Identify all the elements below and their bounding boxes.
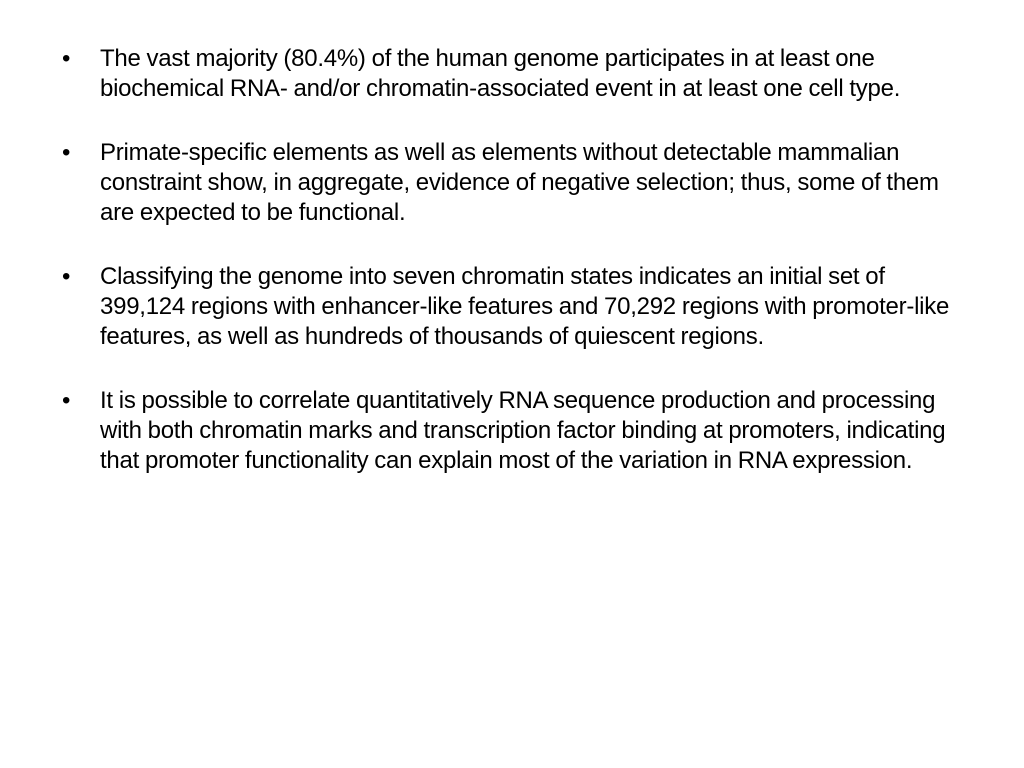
bullet-text: Classifying the genome into seven chromatin states indicates an initial set of 399,124 regions with enhancer-like features and 70,292 regions with promoter-like features, as well as hundreds of thousands of quiescent regions. <box>100 263 950 350</box>
bullet-item <box>62 138 974 228</box>
bullet-item <box>62 386 974 476</box>
bullet-dot-icon: • <box>62 387 71 414</box>
bullet-item <box>62 262 974 352</box>
bullet-text: It is possible to correlate quantitatively RNA sequence production and processing with both chromatin marks and transcription factor binding at promoters, indicating that promoter functionality can explain most of the variation in RNA expression. <box>100 387 946 474</box>
bullet-dot-icon: • <box>62 139 71 166</box>
bullet-dot-icon: • <box>62 263 71 290</box>
bullet-item <box>62 44 974 104</box>
bullet-list <box>62 44 974 476</box>
bullet-text: Primate-specific elements as well as elements without detectable mammalian constraint show, in aggregate, evidence of negative selection; thus, some of them are expected to be functional. <box>100 139 939 226</box>
bullet-dot-icon: • <box>62 45 71 72</box>
bullet-text: The vast majority (80.4%) of the human genome participates in at least one biochemical RNA- and/or chromatin-associated event in at least one cell type. <box>100 45 901 102</box>
